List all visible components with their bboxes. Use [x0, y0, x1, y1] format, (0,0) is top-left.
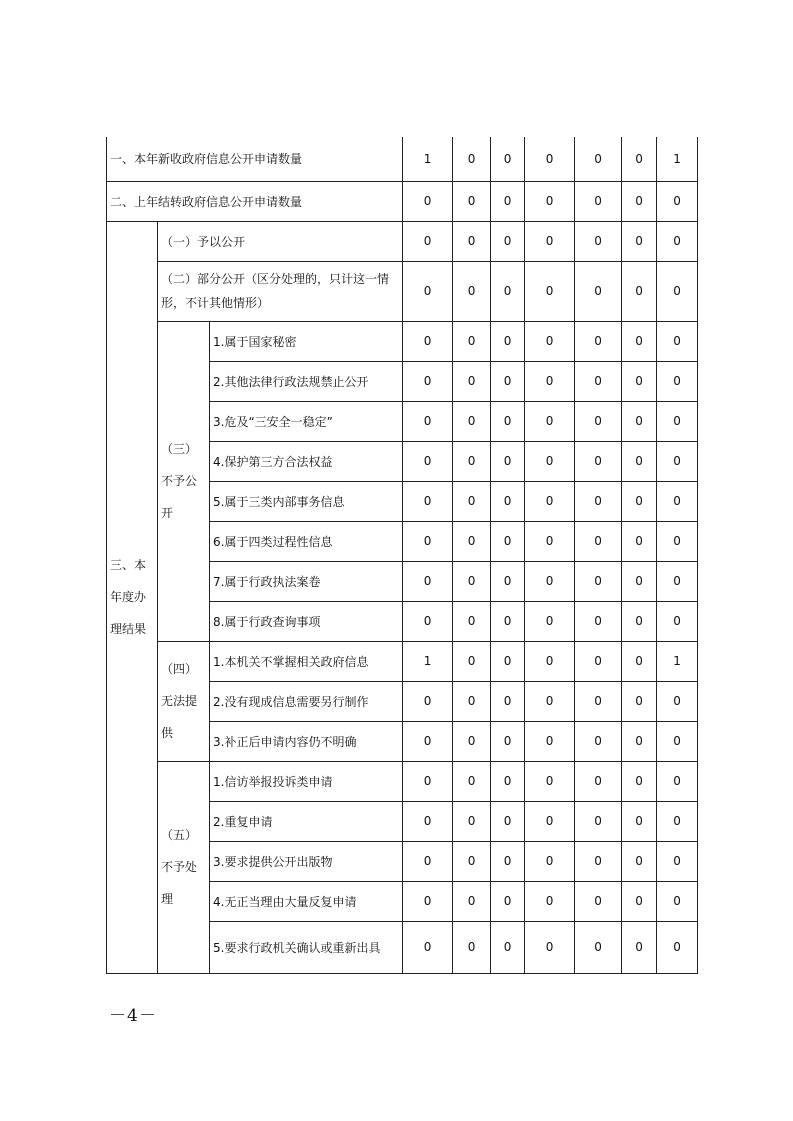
value-cell: 0 [491, 721, 525, 761]
table-row [107, 137, 698, 181]
value-cell: 0 [525, 361, 575, 401]
page-number: －4－ [109, 1006, 157, 1026]
table-row [107, 641, 698, 681]
value-cell: 0 [657, 801, 698, 841]
value-cell: 0 [575, 761, 622, 801]
value-cell: 0 [453, 137, 491, 181]
value-cell: 0 [453, 221, 491, 261]
value-cell: 0 [491, 641, 525, 681]
value-cell: 0 [453, 921, 491, 973]
value-cell: 0 [525, 641, 575, 681]
value-cell: 0 [403, 181, 453, 221]
value-cell: 0 [657, 481, 698, 521]
value-cell: 0 [453, 761, 491, 801]
value-cell: 0 [491, 561, 525, 601]
value-cell: 0 [491, 181, 525, 221]
value-cell: 0 [657, 221, 698, 261]
value-cell: 0 [622, 481, 657, 521]
value-cell: 0 [575, 641, 622, 681]
value-cell: 0 [453, 361, 491, 401]
value-cell: 0 [575, 481, 622, 521]
group-label-line: 供 [161, 726, 174, 740]
value-cell: 0 [575, 601, 622, 641]
group3-label [158, 321, 210, 641]
value-cell: 0 [525, 561, 575, 601]
value-cell: 0 [491, 761, 525, 801]
value-cell: 0 [403, 521, 453, 561]
value-cell: 0 [453, 481, 491, 521]
row-label: （一）予以公开 [158, 221, 403, 261]
value-cell: 0 [525, 441, 575, 481]
item-label: 1.本机关不掌握相关政府信息 [210, 641, 403, 681]
value-cell: 0 [622, 761, 657, 801]
value-cell: 0 [491, 521, 525, 561]
value-cell: 0 [403, 401, 453, 441]
value-cell: 0 [525, 761, 575, 801]
value-cell: 0 [403, 221, 453, 261]
value-cell: 0 [575, 881, 622, 921]
value-cell: 0 [657, 521, 698, 561]
item-label: 7.属于行政执法案卷 [210, 561, 403, 601]
value-cell: 0 [453, 181, 491, 221]
value-cell: 0 [525, 137, 575, 181]
value-cell: 0 [575, 401, 622, 441]
table-row [107, 761, 698, 801]
item-label: 5.属于三类内部事务信息 [210, 481, 403, 521]
value-cell: 0 [657, 601, 698, 641]
value-cell: 0 [622, 681, 657, 721]
group5-label [158, 761, 210, 973]
value-cell: 0 [575, 801, 622, 841]
value-cell: 0 [622, 641, 657, 681]
item-label: 6.属于四类过程性信息 [210, 521, 403, 561]
row-label-line: （二）部分公开（区分处理的，只计这一情 [161, 272, 390, 286]
value-cell: 0 [403, 921, 453, 973]
value-cell: 0 [491, 321, 525, 361]
group-label-line: 不予处 [161, 860, 198, 874]
value-cell: 0 [403, 801, 453, 841]
value-cell: 0 [525, 801, 575, 841]
value-cell: 0 [657, 681, 698, 721]
value-cell: 0 [491, 881, 525, 921]
value-cell: 0 [453, 841, 491, 881]
value-cell: 0 [657, 181, 698, 221]
value-cell: 0 [575, 181, 622, 221]
table-row [107, 221, 698, 261]
value-cell: 0 [403, 841, 453, 881]
value-cell: 0 [622, 601, 657, 641]
value-cell: 0 [491, 681, 525, 721]
value-cell: 0 [575, 921, 622, 973]
group-label-line: （五） [161, 828, 198, 842]
value-cell: 0 [525, 181, 575, 221]
value-cell: 0 [622, 221, 657, 261]
value-cell: 0 [453, 641, 491, 681]
value-cell: 0 [403, 561, 453, 601]
section3-label-line: 年度办 [110, 590, 147, 604]
value-cell: 0 [525, 401, 575, 441]
item-label: 3.补正后申请内容仍不明确 [210, 721, 403, 761]
value-cell: 0 [575, 221, 622, 261]
value-cell: 0 [525, 601, 575, 641]
value-cell: 1 [657, 137, 698, 181]
value-cell: 0 [453, 801, 491, 841]
item-label: 3.危及“三安全一稳定” [210, 401, 403, 441]
value-cell: 0 [657, 721, 698, 761]
value-cell: 0 [525, 221, 575, 261]
value-cell: 0 [622, 801, 657, 841]
section3-label-line: 理结果 [110, 622, 147, 636]
value-cell: 0 [525, 721, 575, 761]
value-cell: 0 [622, 401, 657, 441]
item-label: 8.属于行政查询事项 [210, 601, 403, 641]
row-label: 二、上年结转政府信息公开申请数量 [107, 181, 403, 221]
row-label: 一、本年新收政府信息公开申请数量 [107, 137, 403, 181]
value-cell: 0 [622, 561, 657, 601]
value-cell: 0 [622, 521, 657, 561]
value-cell: 0 [657, 841, 698, 881]
value-cell: 0 [622, 361, 657, 401]
value-cell: 0 [657, 761, 698, 801]
value-cell: 0 [575, 721, 622, 761]
item-label: 2.重复申请 [210, 801, 403, 841]
value-cell: 0 [575, 321, 622, 361]
value-cell: 0 [657, 361, 698, 401]
value-cell: 0 [403, 601, 453, 641]
value-cell: 0 [657, 561, 698, 601]
value-cell: 0 [403, 721, 453, 761]
value-cell: 0 [525, 841, 575, 881]
value-cell: 0 [491, 801, 525, 841]
value-cell: 0 [525, 321, 575, 361]
section3-label [107, 221, 158, 973]
value-cell: 0 [453, 881, 491, 921]
value-cell: 0 [622, 721, 657, 761]
item-label: 2.没有现成信息需要另行制作 [210, 681, 403, 721]
value-cell: 0 [575, 841, 622, 881]
item-label: 3.要求提供公开出版物 [210, 841, 403, 881]
value-cell: 0 [575, 261, 622, 321]
value-cell: 0 [657, 921, 698, 973]
value-cell: 0 [491, 601, 525, 641]
value-cell: 0 [622, 261, 657, 321]
table-row [107, 321, 698, 361]
value-cell: 0 [657, 321, 698, 361]
value-cell: 0 [575, 681, 622, 721]
value-cell: 0 [403, 881, 453, 921]
value-cell: 0 [575, 521, 622, 561]
value-cell: 0 [525, 521, 575, 561]
value-cell: 0 [453, 401, 491, 441]
value-cell: 0 [622, 137, 657, 181]
group4-label [158, 641, 210, 761]
group-label-line: （四） [161, 662, 198, 676]
item-label: 5.要求行政机关确认或重新出具 [210, 921, 403, 973]
value-cell: 0 [575, 137, 622, 181]
value-cell: 0 [453, 321, 491, 361]
group-label-line: 不予公 [161, 474, 198, 488]
value-cell: 0 [453, 561, 491, 601]
value-cell: 1 [657, 641, 698, 681]
value-cell: 0 [453, 681, 491, 721]
value-cell: 0 [453, 261, 491, 321]
item-label: 1.信访举报投诉类申请 [210, 761, 403, 801]
section3-label-line: 三、本 [110, 558, 147, 572]
value-cell: 0 [491, 441, 525, 481]
value-cell: 0 [525, 921, 575, 973]
group-label-line: 无法提 [161, 694, 198, 708]
value-cell: 0 [525, 881, 575, 921]
item-label: 1.属于国家秘密 [210, 321, 403, 361]
value-cell: 0 [453, 601, 491, 641]
value-cell: 0 [622, 881, 657, 921]
value-cell: 0 [403, 761, 453, 801]
table-row [107, 181, 698, 221]
value-cell: 0 [403, 361, 453, 401]
value-cell: 0 [403, 321, 453, 361]
value-cell: 0 [525, 481, 575, 521]
value-cell: 0 [491, 401, 525, 441]
group-label-line: 理 [161, 892, 174, 906]
value-cell: 0 [403, 481, 453, 521]
value-cell: 1 [403, 137, 453, 181]
value-cell: 0 [622, 321, 657, 361]
value-cell: 0 [657, 441, 698, 481]
value-cell: 0 [622, 181, 657, 221]
value-cell: 0 [403, 681, 453, 721]
value-cell: 0 [453, 441, 491, 481]
value-cell: 0 [403, 441, 453, 481]
value-cell: 0 [657, 261, 698, 321]
value-cell: 0 [575, 361, 622, 401]
value-cell: 0 [491, 221, 525, 261]
item-label: 4.无正当理由大量反复申请 [210, 881, 403, 921]
row-label-line: 形，不计其他情形） [161, 296, 270, 310]
value-cell: 0 [491, 921, 525, 973]
value-cell: 0 [622, 921, 657, 973]
value-cell: 0 [491, 361, 525, 401]
value-cell: 0 [525, 681, 575, 721]
value-cell: 0 [575, 561, 622, 601]
value-cell: 0 [657, 881, 698, 921]
group-label-line: （三） [161, 442, 198, 456]
value-cell: 0 [657, 401, 698, 441]
value-cell: 0 [575, 441, 622, 481]
value-cell: 0 [403, 261, 453, 321]
value-cell: 0 [453, 721, 491, 761]
row-label [158, 261, 403, 321]
value-cell: 0 [491, 137, 525, 181]
gov-info-disclosure-table [106, 137, 698, 974]
value-cell: 0 [491, 261, 525, 321]
group-label-line: 开 [161, 506, 174, 520]
value-cell: 0 [525, 261, 575, 321]
value-cell: 0 [491, 481, 525, 521]
table-row [107, 261, 698, 321]
value-cell: 0 [622, 441, 657, 481]
value-cell: 1 [403, 641, 453, 681]
value-cell: 0 [491, 841, 525, 881]
item-label: 2.其他法律行政法规禁止公开 [210, 361, 403, 401]
value-cell: 0 [622, 841, 657, 881]
value-cell: 0 [453, 521, 491, 561]
item-label: 4.保护第三方合法权益 [210, 441, 403, 481]
